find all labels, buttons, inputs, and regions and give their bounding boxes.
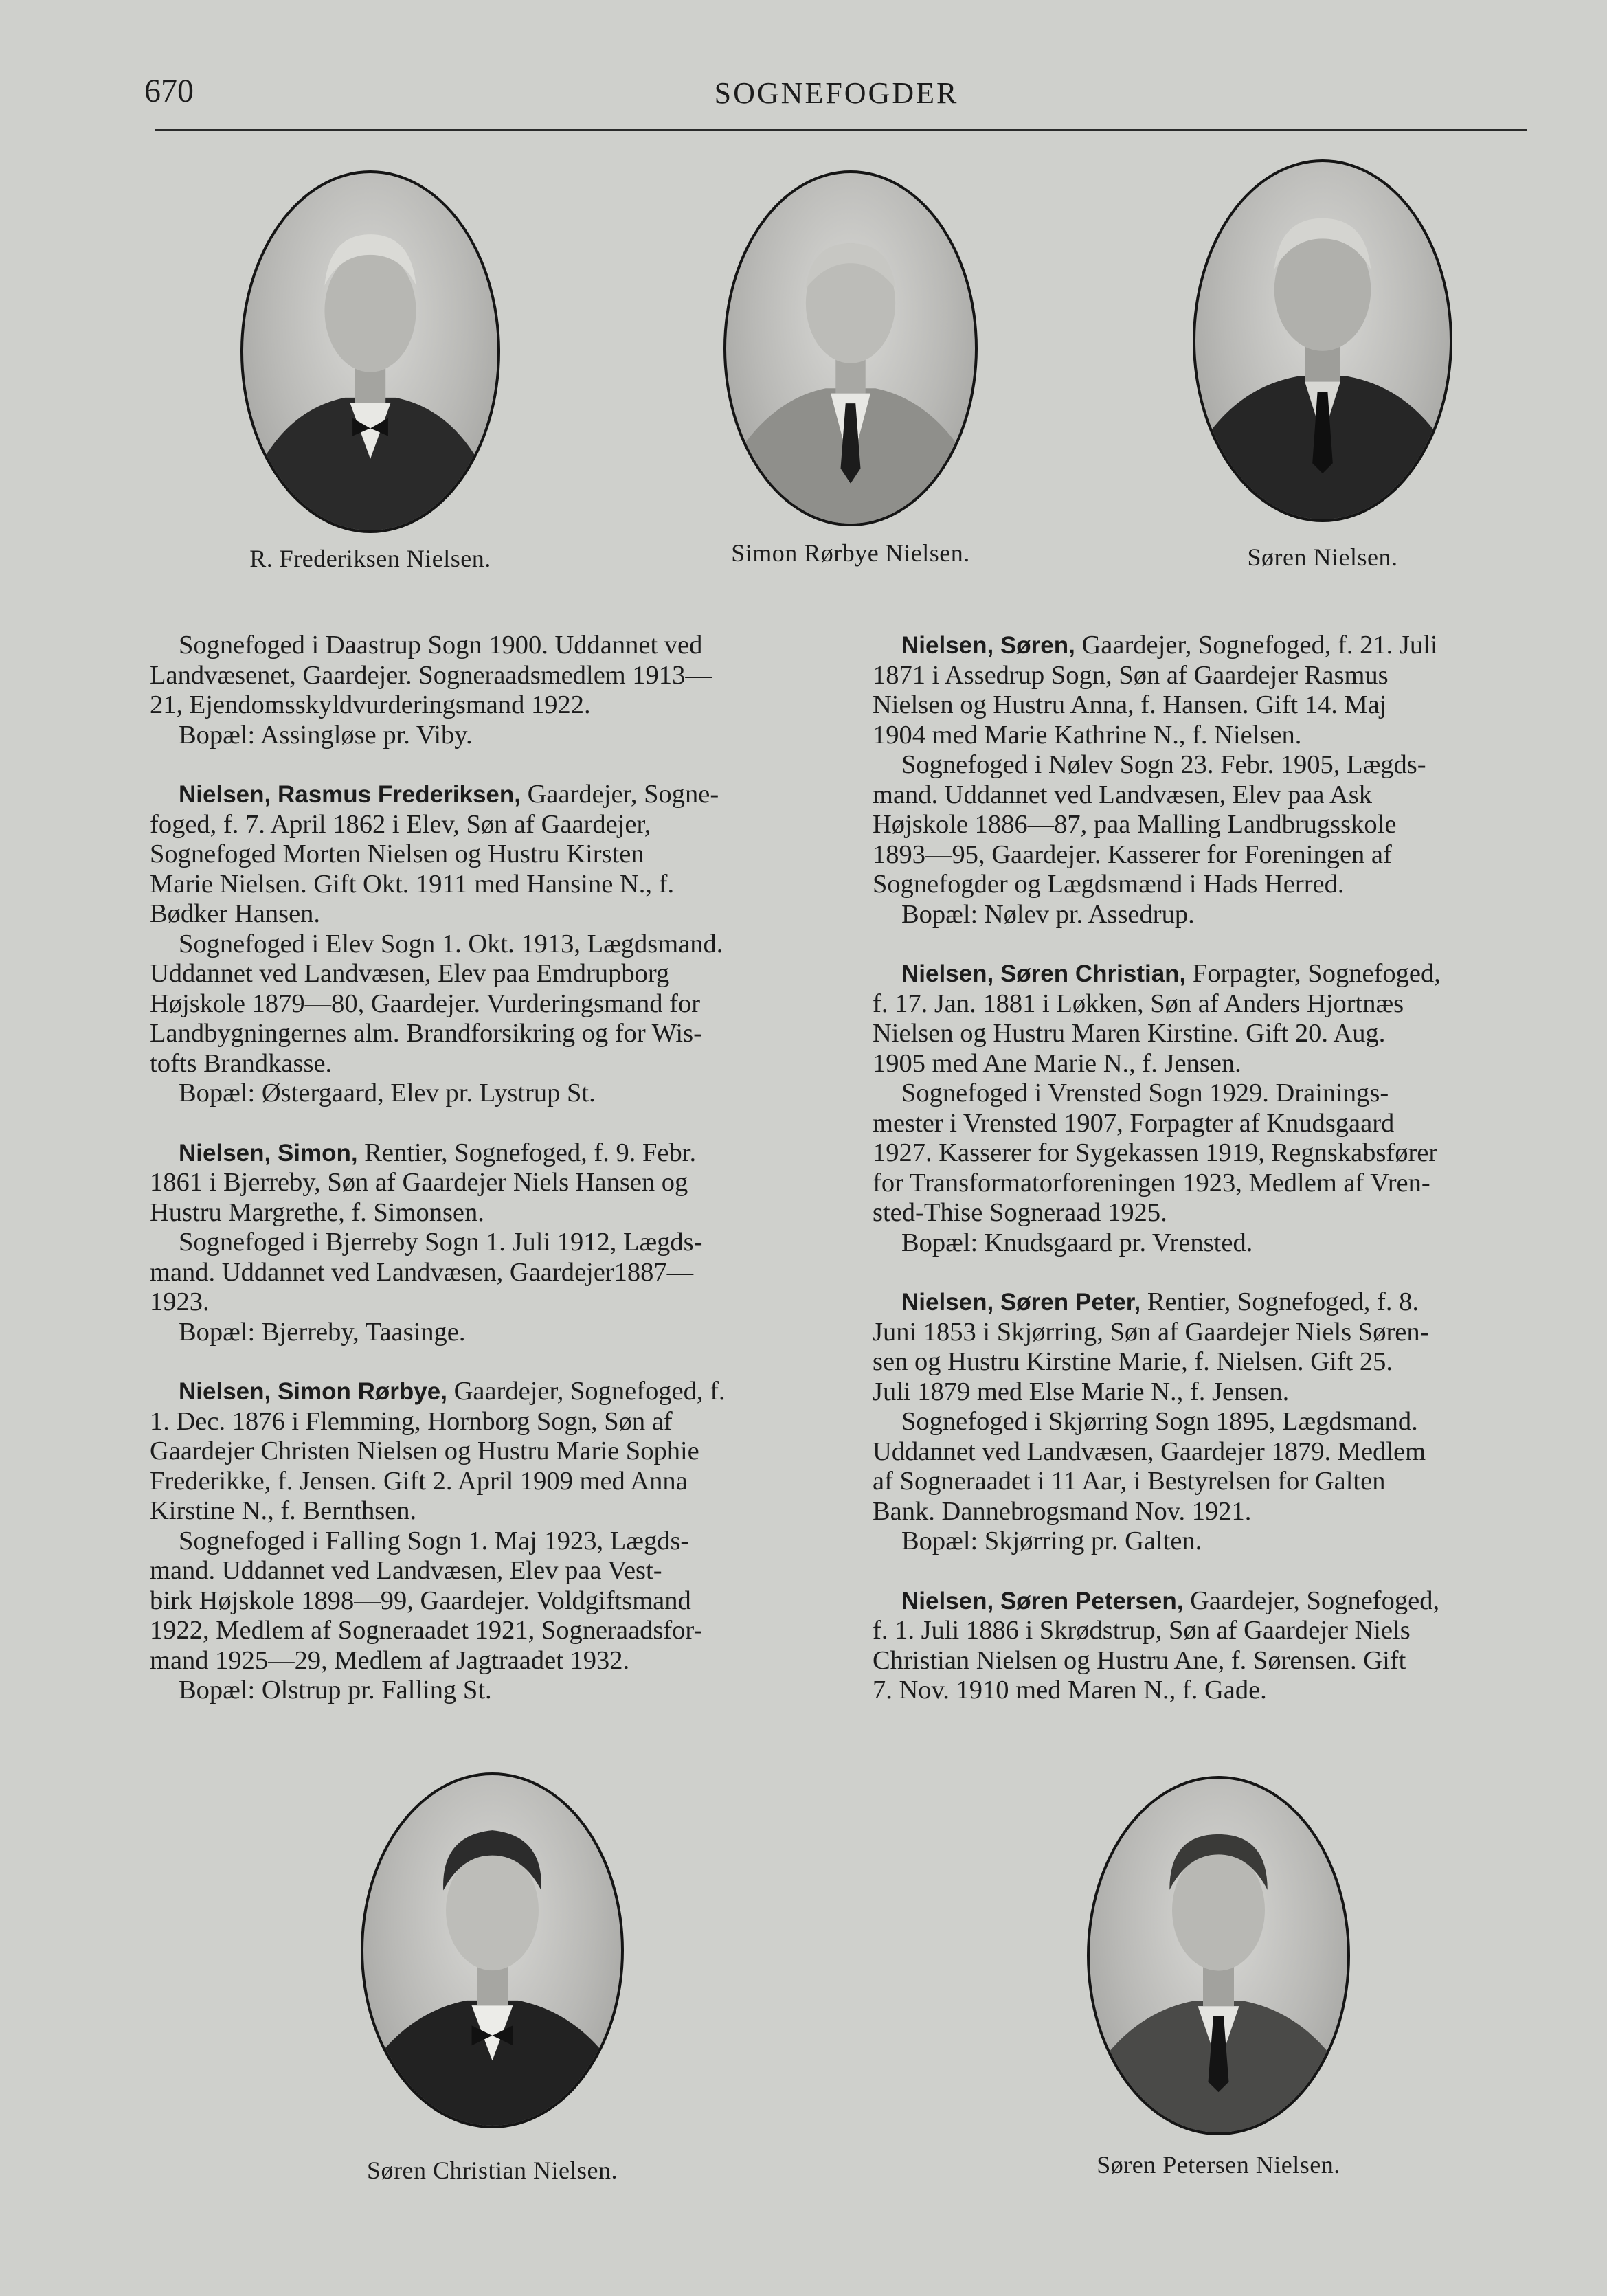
entry-line: Forpagter, Sognefoged, [1186, 959, 1441, 988]
entry-soren-peter [873, 1287, 1549, 1557]
portrait-soren-nielsen [1193, 159, 1452, 571]
man-silhouette-icon [1195, 162, 1450, 519]
entry-line: af Sogneraadet i 11 Aar, i Bestyrelsen for Galten [873, 1467, 1386, 1496]
portrait-photo [1087, 1776, 1350, 2135]
entry-line: Kirstine N., f. Bernthsen. [150, 1496, 417, 1525]
entry-line: tofts Brandkasse. [150, 1048, 333, 1078]
entry-line: mester i Vrensted 1907, Forpagter af Knudsgaard [873, 1108, 1395, 1138]
entry-line: Sognefoged i Falling Sogn 1. Maj 1923, Lægds- [179, 1526, 690, 1555]
entry-line: 1871 i Assedrup Sogn, Søn af Gaardejer Rasmus [873, 660, 1389, 690]
entry-residence: Bopæl: Knudsgaard pr. Vrensted. [901, 1228, 1253, 1257]
man-silhouette-icon [1090, 1779, 1347, 2132]
entry-name: Nielsen, Søren Christian, [901, 960, 1187, 987]
portrait-photo [1193, 159, 1452, 522]
entry-residence: Bopæl: Skjørring pr. Galten. [901, 1527, 1202, 1555]
entry-soren [873, 631, 1549, 930]
entry-line: 1893—95, Gaardejer. Kasserer for Foreningen af [873, 840, 1392, 869]
entry-line: Bødker Hansen. [150, 899, 321, 928]
entry-line: 1905 med Ane Marie N., f. Jensen. [873, 1048, 1241, 1078]
entry-intro [150, 631, 827, 750]
portrait-r-frederiksen-nielsen [240, 170, 500, 572]
entry-line: Gaardejer, Sognefoged, f. 21. Juli [1075, 631, 1438, 660]
entry-line: 1904 med Marie Kathrine N., f. Nielsen. [873, 720, 1302, 750]
page-number: 670 [144, 73, 194, 109]
entry-rasmus-frederiksen [150, 780, 827, 1109]
entry-line: Nielsen og Hustru Maren Kirstine. Gift 20. Aug. [873, 1019, 1386, 1048]
entry-line: mand 1925—29, Medlem af Jagtraadet 1932. [150, 1645, 630, 1675]
entry-name: Nielsen, Søren Petersen, [901, 1587, 1184, 1614]
header-rule [155, 129, 1527, 131]
entry-line: Juli 1879 med Else Marie N., f. Jensen. [873, 1377, 1290, 1406]
entry-line: Gaardejer Christen Nielsen og Hustru Marie Sophie [150, 1437, 699, 1465]
entry-name: Nielsen, Søren Peter, [901, 1289, 1141, 1316]
entry-line: Gaardejer, Sognefoged, f. [447, 1377, 726, 1406]
entry-line: 1861 i Bjerreby, Søn af Gaardejer Niels Hansen og [150, 1168, 688, 1197]
entry-name: Nielsen, Rasmus Frederiksen, [179, 781, 521, 808]
entry-line: 1. Dec. 1876 i Flemming, Hornborg Sogn, Søn af [150, 1406, 673, 1436]
entry-residence: Bopæl: Nølev pr. Assedrup. [901, 899, 1195, 929]
entry-line: Sognefoged i Vrensted Sogn 1929. Drainings- [901, 1079, 1389, 1107]
entry-line: foged, f. 7. April 1862 i Elev, Søn af Gaardejer, [150, 809, 651, 839]
entry-line: 21, Ejendomsskyldvurderingsmand 1922. [150, 690, 591, 719]
page-header [144, 72, 1529, 127]
entry-line: Gaardejer, Sognefoged, [1183, 1586, 1440, 1615]
entry-line: Juni 1853 i Skjørring, Søn af Gaardejer Niels Søren- [873, 1317, 1429, 1347]
entry-line: Sognefoged i Daastrup Sogn 1900. Uddannet ved [179, 631, 703, 660]
entry-line: f. 1. Juli 1886 i Skrødstrup, Søn af Gaardejer Niels [873, 1616, 1411, 1645]
portrait-photo [361, 1772, 624, 2128]
entry-line: Sognefogder og Lægdsmænd i Hads Herred. [873, 870, 1345, 899]
entry-residence: Bopæl: Østergaard, Elev pr. Lystrup St. [179, 1079, 596, 1107]
entry-line: Frederikke, f. Jensen. Gift 2. April 1909 med Anna [150, 1466, 688, 1496]
entry-name: Nielsen, Søren, [901, 632, 1075, 659]
entry-line: Uddannet ved Landvæsen, Gaardejer 1879. Medlem [873, 1437, 1426, 1466]
entry-line: Rentier, Sognefoged, f. 9. Febr. [357, 1138, 697, 1167]
entry-line: Sognefoged i Skjørring Sogn 1895, Lægdsmand. [901, 1407, 1418, 1436]
entry-line: mand. Uddannet ved Landvæsen, Elev paa Ask [873, 780, 1373, 809]
portrait-caption: R. Frederiksen Nielsen. [249, 545, 491, 572]
entry-line: Gaardejer, Sogne- [521, 780, 719, 809]
entry-line: Sognefoged i Elev Sogn 1. Okt. 1913, Lægdsmand. [179, 929, 723, 958]
entry-line: 1923. [150, 1287, 210, 1316]
entry-soren-petersen [873, 1586, 1549, 1706]
entry-line: Hustru Margrethe, f. Simonsen. [150, 1197, 484, 1227]
entry-line: Landvæsenet, Gaardejer. Sogneraadsmedlem 1913— [150, 660, 712, 690]
entry-line: Sognefoged Morten Nielsen og Hustru Kirsten [150, 840, 644, 868]
entry-line: Rentier, Sognefoged, f. 8. [1140, 1287, 1419, 1316]
left-column [150, 631, 827, 1706]
right-column [873, 631, 1549, 1706]
man-silhouette-icon [243, 173, 497, 530]
entry-line: Marie Nielsen. Gift Okt. 1911 med Hansine N., f. [150, 869, 675, 899]
portrait-caption: Søren Nielsen. [1247, 543, 1398, 571]
portrait-caption: Simon Rørbye Nielsen. [731, 539, 970, 567]
entry-line: 1927. Kasserer for Sygekassen 1919, Regnskabsfører [873, 1138, 1438, 1167]
portrait-caption: Søren Christian Nielsen. [367, 2157, 618, 2184]
entry-line: f. 17. Jan. 1881 i Løkken, Søn af Anders Hjortnæs [873, 989, 1404, 1018]
entry-simon [150, 1138, 827, 1348]
entry-line: Uddannet ved Landvæsen, Elev paa Emdrupborg [150, 959, 670, 988]
man-silhouette-icon [363, 1775, 621, 2126]
portrait-photo [240, 170, 500, 533]
entry-line: Sognefoged i Bjerreby Sogn 1. Juli 1912, Lægds- [179, 1228, 703, 1257]
entry-soren-christian [873, 959, 1549, 1258]
portrait-photo [723, 170, 978, 526]
entry-line: for Transformatorforeningen 1923, Medlem af Vren- [873, 1168, 1430, 1197]
entry-line: Højskole 1879—80, Gaardejer. Vurderingsmand for [150, 989, 701, 1018]
portrait-simon-rorbye-nielsen [723, 170, 978, 567]
entry-line: Landbygningernes alm. Brandforsikring og for Wis- [150, 1019, 702, 1048]
entry-line: 1922, Medlem af Sogneraadet 1921, Sogneraadsfor- [150, 1616, 703, 1645]
running-title: SOGNEFOGDER [714, 76, 959, 110]
entry-residence: Bopæl: Olstrup pr. Falling St. [179, 1676, 492, 1704]
entry-simon-rorbye [150, 1377, 827, 1706]
entry-line: mand. Uddannet ved Landvæsen, Gaardejer1887— [150, 1257, 694, 1287]
entry-residence: Bopæl: Assingløse pr. Viby. [179, 720, 473, 750]
entry-line: mand. Uddannet ved Landvæsen, Elev paa Vest- [150, 1556, 662, 1585]
portrait-caption: Søren Petersen Nielsen. [1097, 2151, 1340, 2179]
entry-line: Sognefoged i Nølev Sogn 23. Febr. 1905, Lægds- [901, 750, 1426, 779]
entry-line: Bank. Dannebrogsmand Nov. 1921. [873, 1496, 1252, 1526]
portrait-soren-christian-nielsen [361, 1772, 624, 2184]
entry-line: birk Højskole 1898—99, Gaardejer. Voldgiftsmand [150, 1586, 691, 1615]
entry-line: sted-Thise Sogneraad 1925. [873, 1198, 1167, 1227]
man-silhouette-icon [726, 173, 975, 524]
entry-line: 7. Nov. 1910 med Maren N., f. Gade. [873, 1676, 1267, 1704]
portrait-soren-petersen-nielsen [1087, 1776, 1350, 2179]
entry-line: Nielsen og Hustru Anna, f. Hansen. Gift 14. Maj [873, 690, 1387, 719]
entry-line: sen og Hustru Kirstine Marie, f. Nielsen. Gift 25. [873, 1347, 1393, 1376]
entry-name: Nielsen, Simon, [179, 1139, 358, 1167]
entry-residence: Bopæl: Bjerreby, Taasinge. [179, 1317, 466, 1347]
entry-line: Højskole 1886—87, paa Malling Landbrugsskole [873, 810, 1397, 839]
entry-name: Nielsen, Simon Rørbye, [179, 1378, 447, 1405]
entry-line: Christian Nielsen og Hustru Ane, f. Sørensen. Gift [873, 1645, 1406, 1675]
